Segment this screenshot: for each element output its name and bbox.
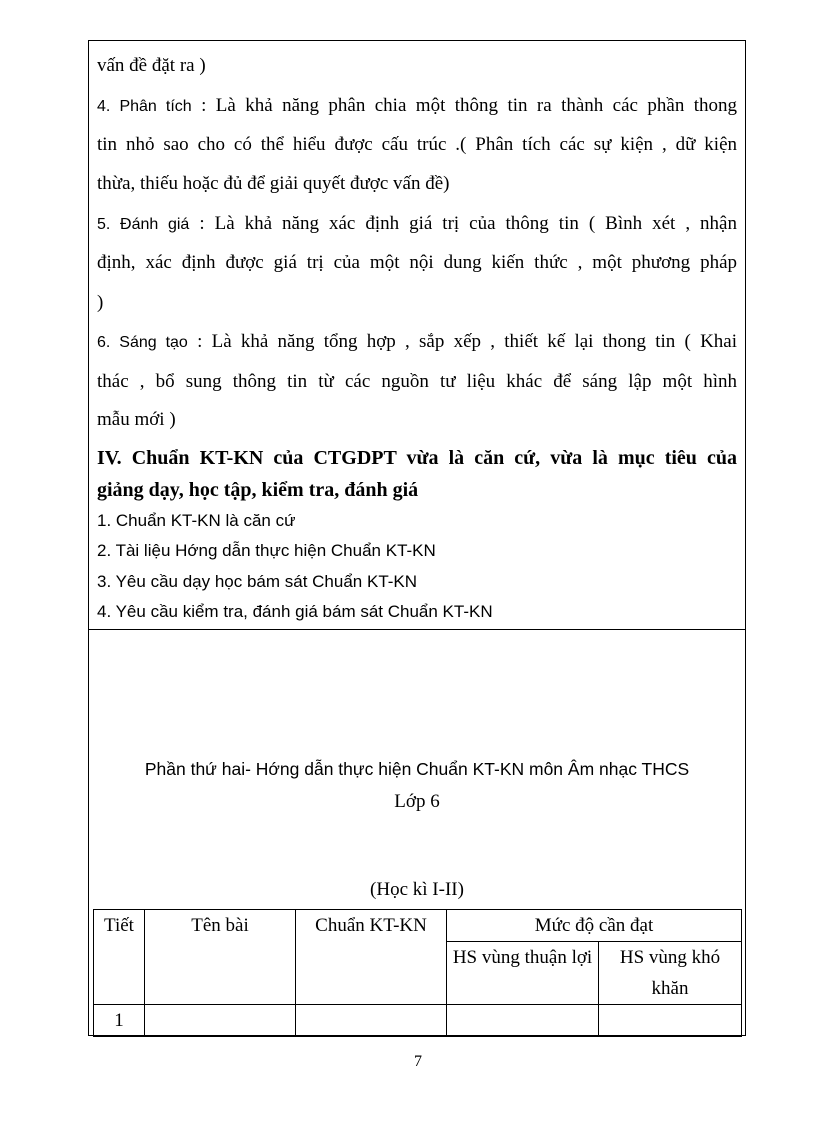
document-frame [88, 40, 746, 1036]
list-item: 1. Chuẩn KT-KN là căn cứ [97, 511, 296, 530]
table-header-row [94, 910, 742, 942]
item-evaluation-line1: : Là khả năng xác định giá trị của thông tin ( Bình xét , nhận [189, 213, 737, 234]
item-analysis-line1: : Là khả năng phân chia một thông tin ra thành các phần thong [191, 95, 738, 116]
subheader-thuan-loi: HS vùng thuận lợi [447, 942, 599, 1005]
cell-empty [447, 1005, 599, 1037]
section-heading-line1: IV. Chuẩn KT-KN của CTGDPT vừa là căn cứ, vừa là mục tiêu của [97, 447, 737, 469]
header-tiet: Tiết [94, 910, 145, 1005]
table-row [94, 1005, 742, 1037]
term-label: (Học kì I-II) [370, 879, 464, 900]
item-analysis [97, 95, 737, 117]
item-evaluation-line2: định, xác định được giá trị của một nội dung kiến thức , một phương pháp [97, 252, 737, 273]
subheader-kho-khan: HS vùng khó khăn [599, 942, 742, 1005]
continuation-text: vấn đề đặt ra ) [97, 55, 206, 76]
item-evaluation [97, 213, 737, 235]
list-item: 2. Tài liệu Hớng dẫn thực hiện Chuẩn KT-KN [97, 541, 436, 560]
item-evaluation-label: 5. Đánh giá [97, 216, 190, 233]
item-analysis-line3: thừa, thiếu hoặc đủ để giải quyết được vấn đề) [97, 173, 450, 194]
item-analysis-line2: tin nhỏ sao cho có thể hiểu được cấu trúc .( Phân tích các sự kiện , dữ kiện [97, 134, 737, 155]
cell-empty [296, 1005, 447, 1037]
item-creativity-line1: : Là khả năng tổng hợp , sắp xếp , thiết kế lại thong tin ( Khai [187, 331, 737, 352]
item-creativity-line3: mẫu mới ) [97, 409, 176, 430]
item-creativity [97, 331, 737, 353]
section-divider [89, 629, 745, 630]
cell-tiet: 1 [94, 1005, 145, 1037]
part-title: Phần thứ hai- Hớng dẫn thực hiện Chuẩn KT-KN môn Âm nhạc THCS [144, 759, 690, 779]
item-analysis-label: 4. Phân tích [97, 98, 192, 115]
header-chuan: Chuẩn KT-KN [296, 910, 447, 1005]
section-heading-line2: giảng dạy, học tập, kiểm tra, đánh giá [97, 479, 419, 501]
item-evaluation-line3: ) [97, 292, 104, 313]
list-item: 3. Yêu cầu dạy học bám sát Chuẩn KT-KN [97, 572, 418, 591]
standards-table [93, 909, 742, 1037]
header-ten-bai: Tên bài [145, 910, 296, 1005]
item-creativity-label: 6. Sáng tạo [97, 334, 188, 351]
grade-label: Lớp 6 [394, 791, 440, 812]
item-creativity-line2: thác , bổ sung thông tin từ các nguồn tư liệu khác để sáng lập một hình [97, 371, 737, 392]
cell-empty [145, 1005, 296, 1037]
page-number: 7 [414, 1053, 422, 1070]
list-item: 4. Yêu cầu kiểm tra, đánh giá bám sát Chuẩn KT-KN [97, 602, 493, 621]
header-muc-do: Mức độ cần đạt [447, 910, 742, 942]
cell-empty [599, 1005, 742, 1037]
